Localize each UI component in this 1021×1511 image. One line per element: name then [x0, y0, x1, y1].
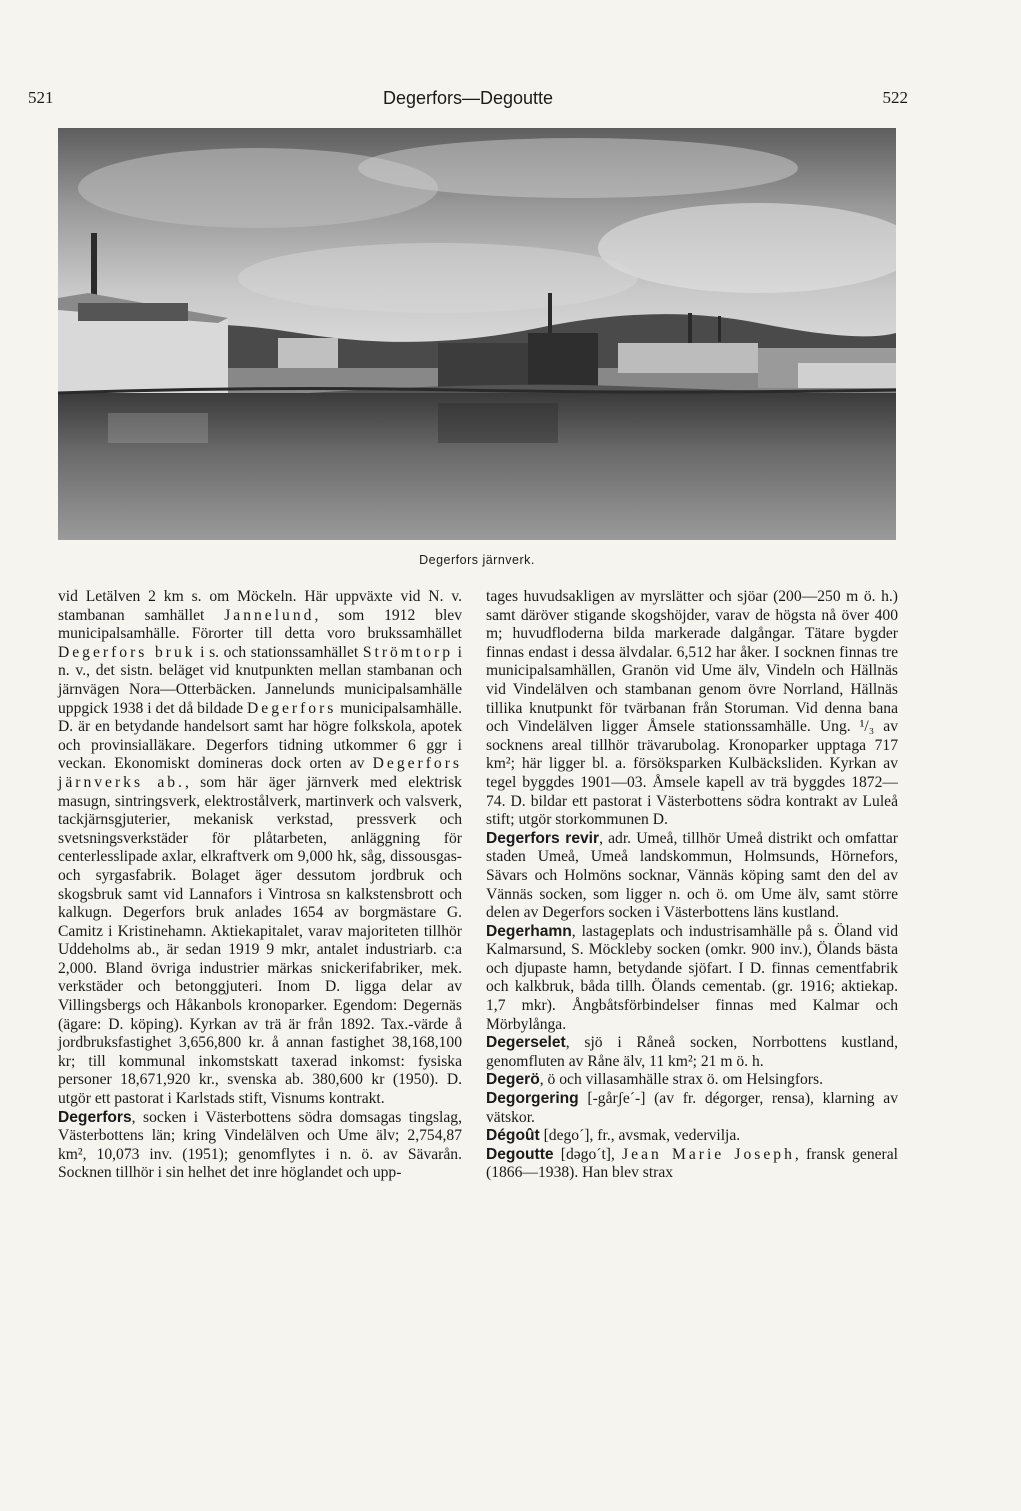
entry-headword: Dégoût: [486, 1127, 540, 1145]
entry-text: , lastageplats och industrisamhälle på s. Öland vid Kalmarsund, S. Möckleby socken (omkr. 900 inv.), Ölands bästa och djupaste hamn, betydande sjöfart. I D. finnas cementfabrik och kalkbruk, båda tillh. Ölands cementab. (gr. 1916; aktiekap. 1,7 mkr). Ångbåtsförbindelser finnas med Kalmar och Mörbylånga.: [486, 922, 898, 1033]
entry-headword: Degerfors revir: [486, 829, 600, 847]
entry-text: , ö och villasamhälle strax ö. om Helsingfors.: [539, 1071, 823, 1089]
place-name-stromtorp: Strömtorp: [362, 643, 454, 661]
entry-degerselet: [486, 1034, 898, 1071]
photo-caption: Degerfors järnverk.: [419, 553, 535, 567]
entry-headword: Degerselet: [486, 1034, 566, 1052]
place-name-jannelund: Jannelund: [224, 606, 315, 624]
entry-headword: Degorgering: [486, 1090, 579, 1108]
company-name-degerfors-jarnverk: Degerfors järnverks ab.: [58, 755, 462, 791]
entry-text: [dego´], fr., avsmak, vedervilja.: [539, 1127, 741, 1145]
place-name-degerfors-bruk: Degerfors bruk: [58, 643, 196, 661]
page-header: [28, 88, 908, 114]
entry-text: , fransk general (1866—1938). Han blev strax: [486, 1145, 899, 1182]
running-title: Degerfors—Degoutte: [382, 88, 554, 108]
text-span: municipalsamhälle. D. är en betydande handelsort samt har högre folkskola, apotek och provinsialläkare. Degerfors tidning utkommer 6 ggr i veckan. Ekonomiskt domineras dock orten av: [58, 699, 462, 773]
entry-text: [-gårʃe´-] (av fr. dégorger, rensa), klarning av vätskor.: [486, 1090, 898, 1126]
entry-degorgering: [486, 1090, 898, 1127]
entry-degoutte: [486, 1146, 898, 1183]
photo-illustration: [58, 128, 896, 540]
entry-degerhamn: [486, 923, 898, 1035]
text-span: i s. och stationssamhället: [195, 643, 363, 661]
entry-text: , socken i Västerbottens södra domsagas tingslag, Västerbottens län; kring Vindelälven och Ume älv; 2,754,87 km², 10,073 inv. (1951); genomflytes i n. ö. av Sävarån. Socknen tillhör i sin helhet det inre höglandet och upp-: [58, 1108, 462, 1182]
entry-degerfors-revir: [486, 830, 898, 923]
entry-headword: Degerö: [486, 1071, 540, 1089]
entry-degout: [486, 1127, 898, 1146]
entry-degerfors-socken: [58, 1109, 462, 1183]
text-span: vid Letälven 2 km s. om Möckeln. Här uppväxte vid N. v. stambanan samhället: [58, 588, 462, 624]
entry-text: , sjö i Råneå socken, Norrbottens kustland, genomfluten av Råne älv, 11 km²; 21 m ö. h.: [486, 1034, 898, 1070]
text-span: , som 1912 blev municipalsamhälle. Förorter till detta voro brukssamhället: [58, 606, 462, 643]
page-number-left: 521: [28, 88, 54, 107]
degerfors-town-paragraph: [58, 588, 462, 1109]
page-number-right: 522: [882, 88, 908, 107]
text-span: , som här äger järnverk med elektrisk masugn, sintringsverk, elektrostålverk, martinverk och valsverk, tackjärnsgjuterier, mekanisk verkstad, pressverk och svetsningsverkstäder för plåtarbeten, anläggning för centerlesslipade axlar, elkraftverk om 9,000 hk, såg, dissousgas- och syrgasfabrik. Bolaget äger dessutom jordbruk och skogsbruk samt vid Lannafors i Vintrosa sn kalkstensbrott och kalkugn. Degerfors bruk anlades 1654 av borgmästare G. Camitz i Kristinehamn. Aktiekapitalet, varav majoriteten tillhör Uddeholms ab., är sedan 1919 9 mkr, antalet industriarb. c:a 2,000. Bland övriga industrier märkas snickerifabriker, mek. verkstäder och betonggjuteri. Inom D. ligga delar av Villingsbergs och Håkanbols kronoparker. Egendom: Degernäs (ägare: D. köping). Kyrkan av trä är från 1892. Tax.-värde å jordbruksfastighet 3,656,800 kr. å annan fastighet 38,168,100 kr; till kommunal inkomstskatt taxerad inkomst: fysiska personer 18,671,920 kr., svenska ab. 380,600 kr (1950). D. utgör ett pastorat i Karlstads stift, Visnums kontrakt.: [58, 773, 462, 1108]
person-name: Jean Marie Joseph: [622, 1145, 795, 1163]
photograph-ironworks: [58, 128, 896, 540]
entry-headword: Degoutte: [486, 1145, 554, 1163]
entry-text: , adr. Umeå, tillhör Umeå distrikt och omfattar staden Umeå, Umeå landskommun, Holmsunds, Hörnefors, Sävars och Holmöns socknar, Vännäs köping samt den del av Vännäs socken, som ligger n. och ö. om Ume älv, samt större delen av Degerfors socken i Västerbottens läns kustland.: [486, 829, 898, 922]
entry-degero: [486, 1071, 898, 1090]
right-column: [486, 588, 898, 1183]
left-column: [58, 588, 462, 1183]
text-span: i n. v., det sistn. beläget vid knutpunkten mellan stambanan och järnvägen Nora—Otterbäcken. Jannelunds municipalsamhälle uppgick 1938 i det då bildade: [58, 643, 463, 717]
degerfors-socken-continued: tages huvudsakligen av myrslätter och sjöar (200—250 m ö. h.) samt däröver stigande skogshöjder, varav de högsta nå över 400 m; huvudfloderna bilda markerade dalgångar. Tätare bygder finnas endast i dessa älvdalar. 6,512 har åker. I socknen finnas tre municipalsamhällen, Granön vid Ume älv, Vindeln och Hällnäs vid Vindelälven och stambanan genom övre Norrland, Hällnäs tillika knutpunkt för tvärbanan från Storuman. Vid denna bana och Vindelälven ligger Åmsele stationssamhälle. Ung. ¹/₃ av socknens areal tillhör trävarubolag. Kronoparker upptaga 717 km²; här ligger bl. a. försöksparken Kulbäcksliden. Kyrkan av tegel byggdes 1901—03. Åmsele kapell av trä byggdes 1872—74. D. bildar ett pastorat i Västerbottens södra kontrakt av Luleå stift; utgör storkommunen D.: [486, 588, 898, 829]
entry-headword: Degerhamn: [486, 922, 572, 940]
place-name-degerfors: Degerfors: [247, 699, 337, 717]
entry-headword: Degerfors: [58, 1108, 132, 1126]
pronunciation: [dəgo´t],: [553, 1145, 623, 1163]
